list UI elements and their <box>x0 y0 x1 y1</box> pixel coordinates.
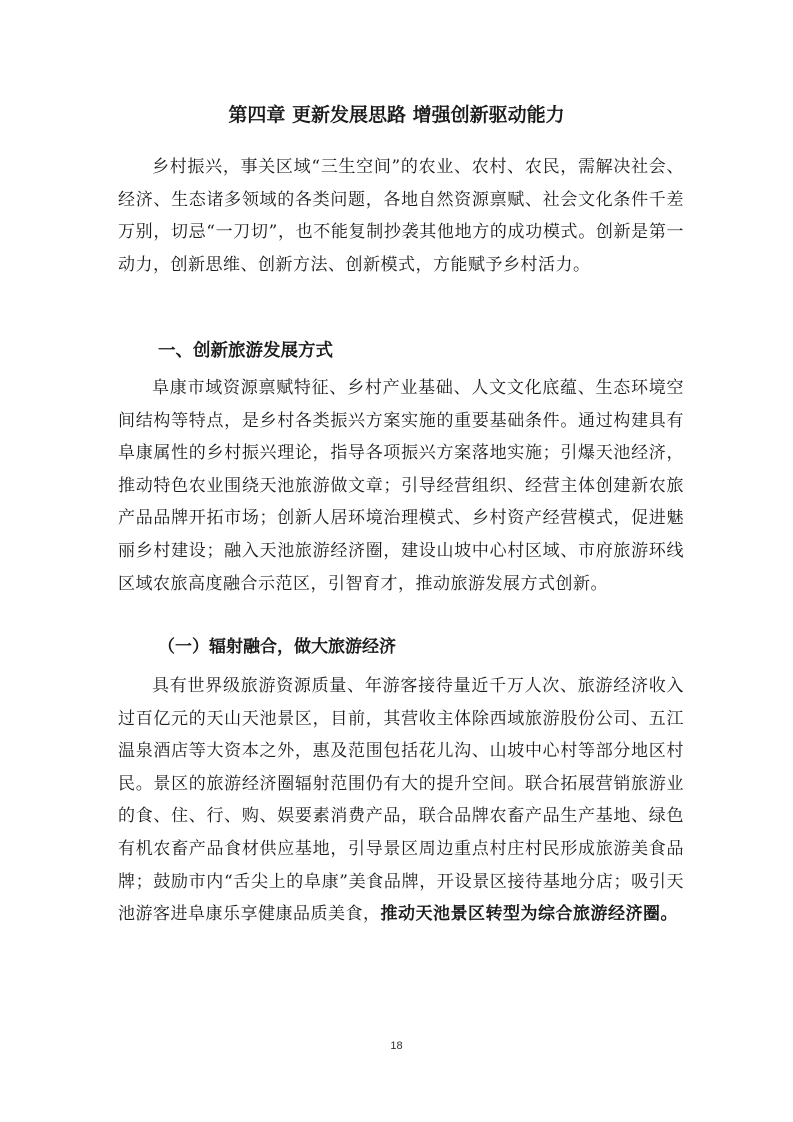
page-number: 18 <box>390 1040 403 1052</box>
subsection-heading: （一）辐射融合，做大旅游经济 <box>158 637 396 657</box>
section-paragraph: 阜康市域资源禀赋特征、乡村产业基础、人文文化底蕴、生态环境空间结构等特点，是乡村各类振兴方案实施的重要基础条件。通过构建具有阜康属性的乡村振兴理论，指导各项振兴方案落地实施；引爆天池经济，推动特色农业围绕天池旅游做文章；引导经营组织、经营主体创建新农旅产品品牌开拓市场；创新人居环境治理模式、乡村资产经营模式，促进魅丽乡村建设；融入天池旅游经济圈，建设山坡中心村区域、市府旅游环线区域农旅高度融合示范区，引智育才，推动旅游发展方式创新。 <box>118 378 684 594</box>
subsection-paragraph-text: 具有世界级旅游资源质量、年游客接待量近千万人次、旅游经济收入过百亿元的天山天池景区，目前，其营收主体除西域旅游股份公司、五江温泉酒店等大资本之外，惠及范围包括花儿沟、山坡中心村等部分地区村民。景区的旅游经济圈辐射范围仍有大的提升空间。联合拓展营销旅游业的食、住、行、购、娱要素消费产品，联合品牌农畜产品生产基地、绿色有机农畜产品食材供应基地，引导景区周边重点村庄村民形成旅游美食品牌；鼓励市内“舌尖上的阜康”美食品牌，开设景区接待基地分店；吸引天池游客进阜康乐享健康品质美食， <box>118 676 684 925</box>
chapter-title: 第四章 更新发展思路 增强创新驱动能力 <box>228 104 565 126</box>
subsection-paragraph-emphasis: 推动天池景区转型为综合旅游经济圈。 <box>380 904 678 925</box>
intro-paragraph: 乡村振兴，事关区域“三生空间”的农业、农村、农民，需解决社会、经济、生态诸多领域的各类问题，各地自然资源禀赋、社会文化条件千差万别，切忌“一刀切”，也不能复制抄袭其他地方的成功模式。创新是第一动力，创新思维、创新方法、创新模式，方能赋予乡村活力。 <box>118 157 684 275</box>
section-heading: 一、创新旅游发展方式 <box>158 341 333 361</box>
subsection-paragraph <box>118 670 684 931</box>
